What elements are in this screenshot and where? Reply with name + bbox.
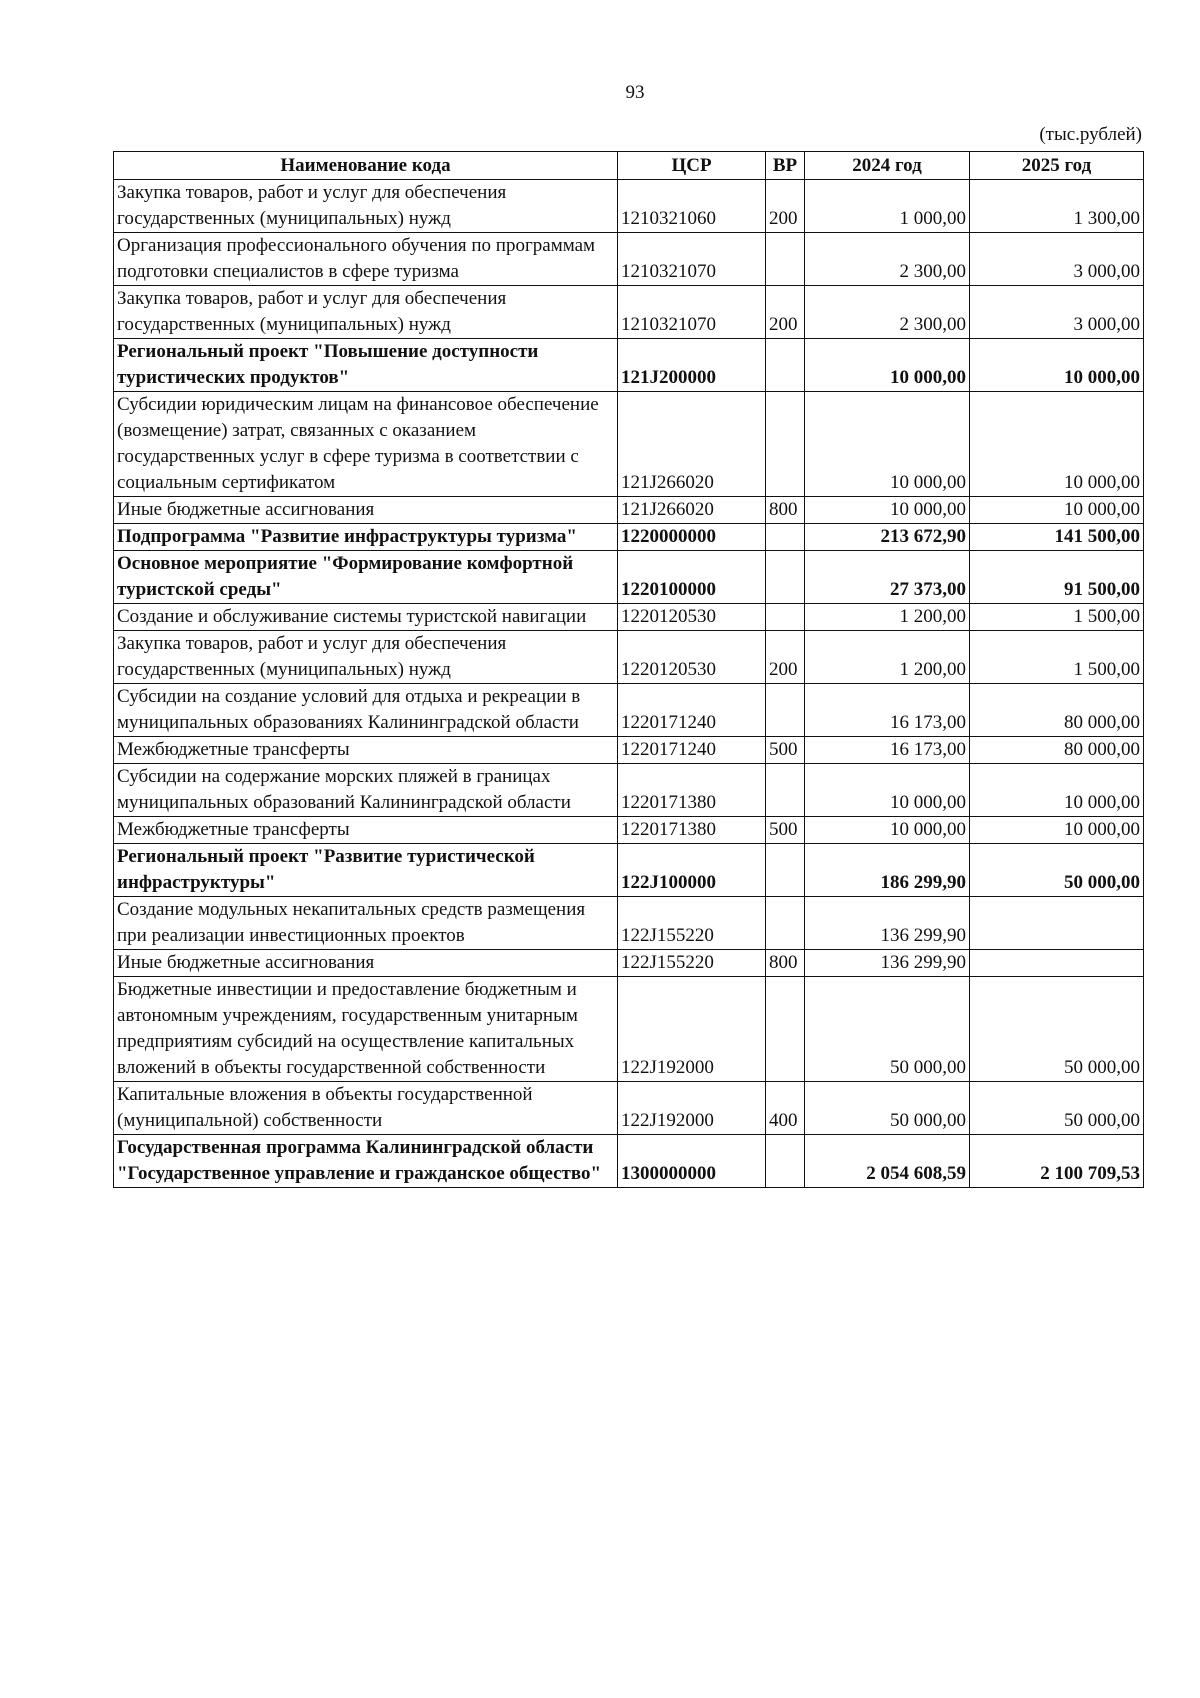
header-csr: ЦСР <box>618 152 766 180</box>
units-label: (тыс.рублей) <box>1039 124 1142 145</box>
cell-name: Иные бюджетные ассигнования <box>114 497 618 524</box>
cell-name: Подпрограмма "Развитие инфраструктуры туризма" <box>114 524 618 551</box>
table-row <box>114 286 1144 339</box>
cell-name: Региональный проект "Развитие туристической инфраструктуры" <box>114 844 618 897</box>
cell-vr: 200 <box>766 631 805 684</box>
cell-2025: 10 000,00 <box>970 764 1144 817</box>
cell-vr <box>766 684 805 737</box>
cell-vr <box>766 551 805 604</box>
cell-2025: 91 500,00 <box>970 551 1144 604</box>
cell-vr: 800 <box>766 950 805 977</box>
cell-name: Основное мероприятие "Формирование комфортной туристской среды" <box>114 551 618 604</box>
cell-vr: 500 <box>766 737 805 764</box>
cell-2024: 136 299,90 <box>805 897 970 950</box>
cell-csr: 1220000000 <box>618 524 766 551</box>
cell-csr: 1220171240 <box>618 737 766 764</box>
cell-vr <box>766 764 805 817</box>
cell-name: Бюджетные инвестиции и предоставление бюджетным и автономным учреждениям, государственным унитарным предприятиям субсидий на осуществление капитальных вложений в объекты государственной собственности <box>114 977 618 1082</box>
cell-csr: 1220171240 <box>618 684 766 737</box>
table-row <box>114 977 1144 1082</box>
cell-name: Закупка товаров, работ и услуг для обеспечения государственных (муниципальных) нужд <box>114 286 618 339</box>
table-row <box>114 551 1144 604</box>
cell-2024: 213 672,90 <box>805 524 970 551</box>
cell-vr <box>766 392 805 497</box>
cell-2025: 10 000,00 <box>970 817 1144 844</box>
cell-name: Организация профессионального обучения по программам подготовки специалистов в сфере туризма <box>114 233 618 286</box>
table-row <box>114 604 1144 631</box>
cell-csr: 1220100000 <box>618 551 766 604</box>
cell-name: Закупка товаров, работ и услуг для обеспечения государственных (муниципальных) нужд <box>114 180 618 233</box>
cell-csr: 122J155220 <box>618 950 766 977</box>
header-name: Наименование кода <box>114 152 618 180</box>
cell-vr <box>766 339 805 392</box>
cell-2024: 16 173,00 <box>805 737 970 764</box>
cell-2025: 3 000,00 <box>970 233 1144 286</box>
table-row <box>114 180 1144 233</box>
header-2024: 2024 год <box>805 152 970 180</box>
cell-csr: 121J200000 <box>618 339 766 392</box>
cell-name: Субсидии юридическим лицам на финансовое обеспечение (возмещение) затрат, связанных с оказанием государственных услуг в сфере туризма в соответствии с социальным сертификатом <box>114 392 618 497</box>
cell-name: Закупка товаров, работ и услуг для обеспечения государственных (муниципальных) нужд <box>114 631 618 684</box>
cell-2025: 50 000,00 <box>970 1082 1144 1135</box>
cell-vr <box>766 844 805 897</box>
cell-vr: 200 <box>766 180 805 233</box>
cell-csr: 1210321070 <box>618 286 766 339</box>
table-row <box>114 497 1144 524</box>
cell-csr: 122J192000 <box>618 1082 766 1135</box>
cell-vr <box>766 233 805 286</box>
cell-vr <box>766 604 805 631</box>
cell-name: Региональный проект "Повышение доступности туристических продуктов" <box>114 339 618 392</box>
cell-2024: 10 000,00 <box>805 339 970 392</box>
cell-csr: 1300000000 <box>618 1135 766 1188</box>
cell-2024: 1 200,00 <box>805 604 970 631</box>
cell-2025: 10 000,00 <box>970 392 1144 497</box>
cell-vr <box>766 897 805 950</box>
cell-2025: 10 000,00 <box>970 497 1144 524</box>
cell-2024: 10 000,00 <box>805 764 970 817</box>
cell-2024: 2 054 608,59 <box>805 1135 970 1188</box>
cell-csr: 1220120530 <box>618 631 766 684</box>
cell-csr: 122J100000 <box>618 844 766 897</box>
cell-csr: 121J266020 <box>618 392 766 497</box>
cell-csr: 122J192000 <box>618 977 766 1082</box>
cell-2024: 186 299,90 <box>805 844 970 897</box>
table-row <box>114 1135 1144 1188</box>
cell-2025: 1 500,00 <box>970 631 1144 684</box>
table-header-row <box>114 152 1144 180</box>
cell-2025: 1 500,00 <box>970 604 1144 631</box>
header-2025: 2025 год <box>970 152 1144 180</box>
cell-name: Государственная программа Калининградской области "Государственное управление и гражданское общество" <box>114 1135 618 1188</box>
cell-2025: 80 000,00 <box>970 737 1144 764</box>
table-row <box>114 392 1144 497</box>
cell-csr: 1210321060 <box>618 180 766 233</box>
cell-2025: 50 000,00 <box>970 977 1144 1082</box>
cell-name: Иные бюджетные ассигнования <box>114 950 618 977</box>
cell-2025 <box>970 950 1144 977</box>
cell-2025: 10 000,00 <box>970 339 1144 392</box>
table-row <box>114 764 1144 817</box>
cell-2024: 1 000,00 <box>805 180 970 233</box>
cell-vr <box>766 1135 805 1188</box>
cell-vr: 400 <box>766 1082 805 1135</box>
cell-2024: 136 299,90 <box>805 950 970 977</box>
table-row <box>114 1082 1144 1135</box>
cell-name: Создание и обслуживание системы туристской навигации <box>114 604 618 631</box>
cell-csr: 1220171380 <box>618 764 766 817</box>
cell-2024: 1 200,00 <box>805 631 970 684</box>
cell-name: Капитальные вложения в объекты государственной (муниципальной) собственности <box>114 1082 618 1135</box>
cell-csr: 1210321070 <box>618 233 766 286</box>
cell-2024: 16 173,00 <box>805 684 970 737</box>
table-row <box>114 950 1144 977</box>
cell-vr: 200 <box>766 286 805 339</box>
cell-name: Межбюджетные трансферты <box>114 817 618 844</box>
cell-2024: 10 000,00 <box>805 392 970 497</box>
table-row <box>114 524 1144 551</box>
header-vr: ВР <box>766 152 805 180</box>
table-row <box>114 817 1144 844</box>
table-row <box>114 844 1144 897</box>
cell-vr: 500 <box>766 817 805 844</box>
table-row <box>114 737 1144 764</box>
table-row <box>114 233 1144 286</box>
cell-2024: 50 000,00 <box>805 977 970 1082</box>
table-row <box>114 897 1144 950</box>
cell-vr <box>766 524 805 551</box>
cell-2025: 1 300,00 <box>970 180 1144 233</box>
table-row <box>114 631 1144 684</box>
cell-2025: 50 000,00 <box>970 844 1144 897</box>
page-number: 93 <box>625 82 645 103</box>
cell-2024: 10 000,00 <box>805 817 970 844</box>
table-row <box>114 339 1144 392</box>
cell-csr: 1220171380 <box>618 817 766 844</box>
cell-vr: 800 <box>766 497 805 524</box>
cell-2024: 50 000,00 <box>805 1082 970 1135</box>
cell-csr: 1220120530 <box>618 604 766 631</box>
cell-csr: 121J266020 <box>618 497 766 524</box>
cell-2025 <box>970 897 1144 950</box>
table-body <box>114 180 1144 1188</box>
cell-name: Субсидии на содержание морских пляжей в границах муниципальных образований Калининградской области <box>114 764 618 817</box>
cell-name: Межбюджетные трансферты <box>114 737 618 764</box>
cell-name: Субсидии на создание условий для отдыха и рекреации в муниципальных образованиях Калининградской области <box>114 684 618 737</box>
table-row <box>114 684 1144 737</box>
cell-name: Создание модульных некапитальных средств размещения при реализации инвестиционных проектов <box>114 897 618 950</box>
cell-vr <box>766 977 805 1082</box>
cell-2024: 27 373,00 <box>805 551 970 604</box>
cell-2025: 80 000,00 <box>970 684 1144 737</box>
cell-2024: 2 300,00 <box>805 286 970 339</box>
budget-table <box>113 151 1144 1188</box>
cell-csr: 122J155220 <box>618 897 766 950</box>
cell-2024: 10 000,00 <box>805 497 970 524</box>
cell-2025: 2 100 709,53 <box>970 1135 1144 1188</box>
cell-2025: 3 000,00 <box>970 286 1144 339</box>
cell-2024: 2 300,00 <box>805 233 970 286</box>
cell-2025: 141 500,00 <box>970 524 1144 551</box>
